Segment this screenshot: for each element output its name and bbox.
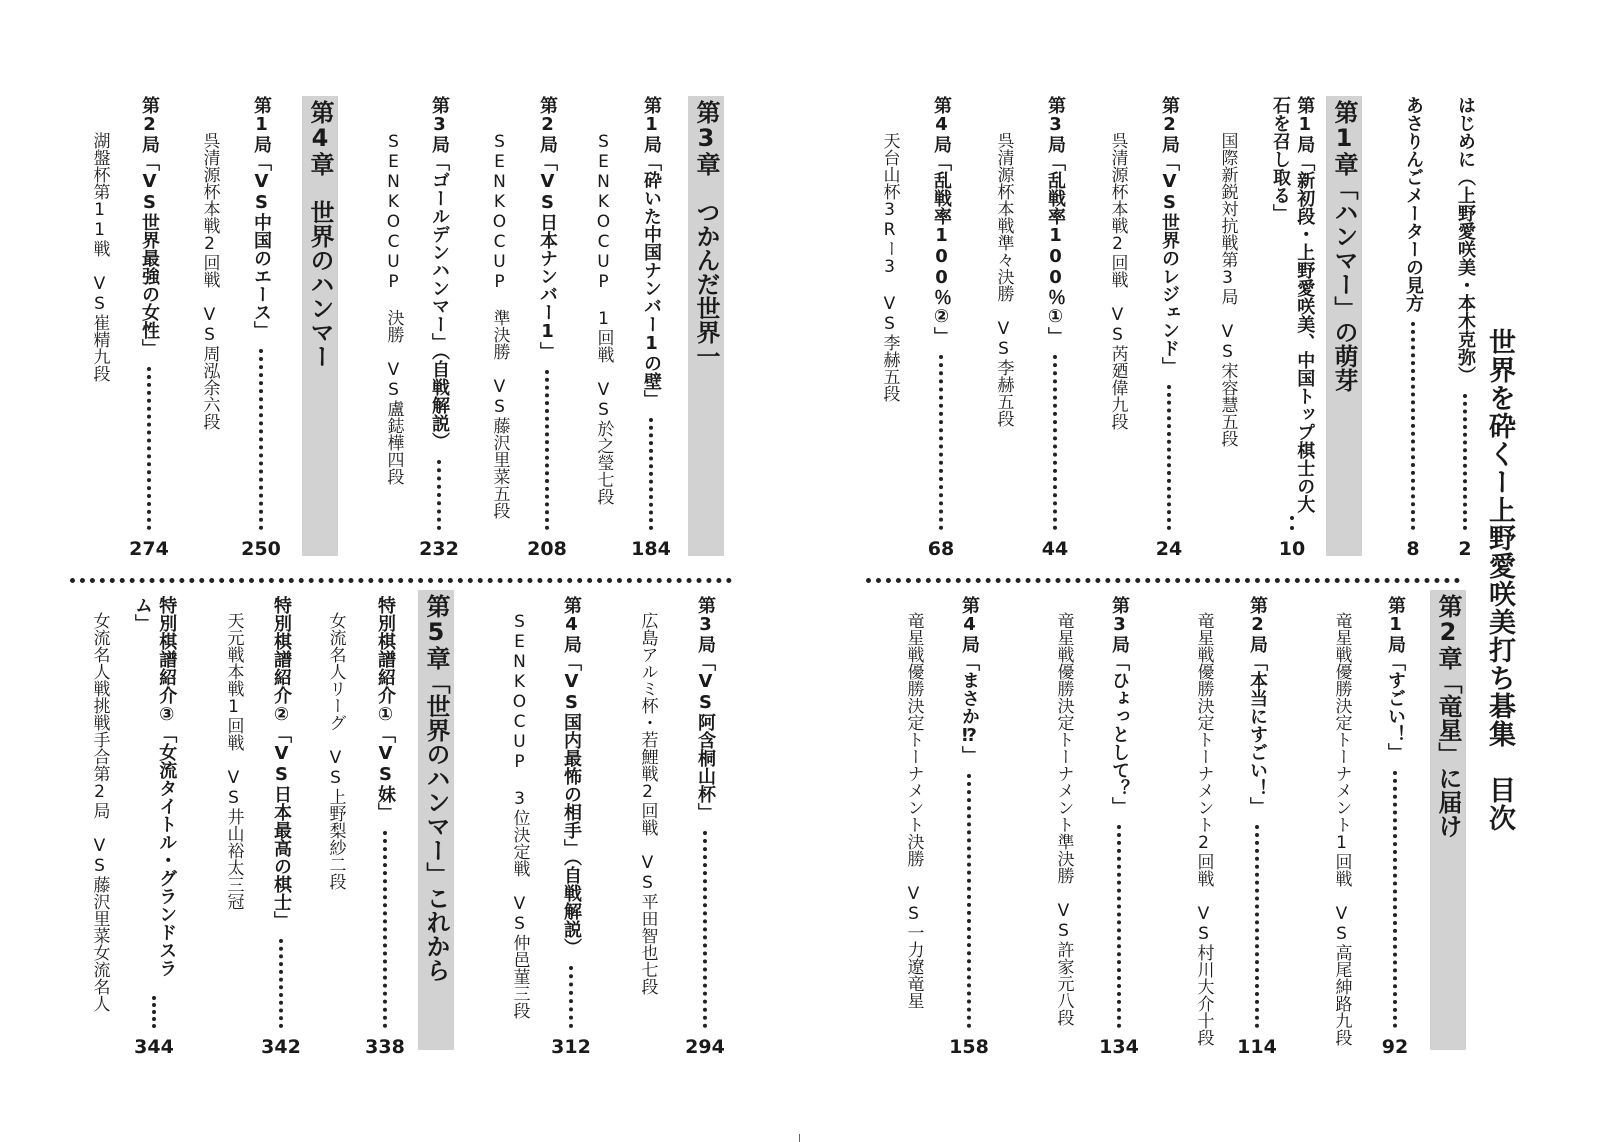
toc-ch4-game1-event-text: 呉清源杯本戦2回戦 VS周泓余六段 bbox=[199, 132, 220, 430]
toc-ch3-game2[interactable] bbox=[524, 96, 570, 560]
toc-special1-title: 特別棋譜紹介①「VS妹」 bbox=[375, 596, 396, 821]
chapter-4-label: 第4章 世界のハンマー bbox=[306, 100, 334, 368]
toc-special2-page: 342 bbox=[261, 1036, 301, 1058]
toc-ch4-game1-page: 250 bbox=[241, 538, 281, 560]
toc-ch1-game2-event bbox=[1094, 132, 1140, 532]
toc-ch1-game4-event bbox=[866, 132, 912, 532]
toc-ch4-game3-page: 294 bbox=[685, 1036, 725, 1058]
toc-ch1-game1-title: 第1局「新初段・上野愛咲美、中国トップ棋士の大石を召し取る」 bbox=[1270, 96, 1316, 513]
toc-ch1-game4-title: 第4局「乱戦率100％②」 bbox=[931, 96, 952, 345]
leader-dots bbox=[649, 418, 653, 530]
leader-dots bbox=[1117, 825, 1121, 1028]
leader-dots bbox=[545, 370, 549, 530]
toc-special3-event bbox=[76, 612, 122, 1022]
toc-ch2-game2[interactable] bbox=[1234, 596, 1280, 1058]
chapter-3-label: 第3章 つかんだ世界一 bbox=[692, 100, 720, 368]
toc-ch2-game1-title: 第1局「すごい！」 bbox=[1385, 596, 1406, 761]
leader-dots bbox=[147, 367, 151, 530]
toc-ch4-game2-page: 274 bbox=[129, 538, 169, 560]
toc-ch1-game1-event-text: 国際新鋭対抗戦第3局 VS宋容慧五段 bbox=[1217, 132, 1238, 447]
toc-ch3-game3-event bbox=[370, 132, 416, 532]
toc-ch1-game3-event bbox=[980, 132, 1026, 532]
toc-ch1-game2-page: 24 bbox=[1155, 538, 1183, 560]
leader-dots bbox=[437, 460, 441, 530]
toc-ch4-game4[interactable] bbox=[548, 596, 594, 1058]
chapter-2-heading[interactable] bbox=[1430, 590, 1466, 1050]
toc-special3-event-text: 女流名人戦挑戦手合第2局 VS藤沢里菜女流名人 bbox=[89, 612, 110, 1012]
chapter-5-heading[interactable] bbox=[418, 590, 454, 1050]
toc-ch2-game4-event-text: 竜星戦優勝決定トーナメント決勝 VS一力遼竜星 bbox=[903, 612, 924, 1009]
toc-ch3-game2-event bbox=[476, 132, 522, 532]
leader-dots bbox=[383, 831, 387, 1028]
toc-ch4-game4-title: 第4局「VS国内最怖の相手」（自戦解説） bbox=[561, 596, 582, 956]
leader-dots bbox=[1255, 825, 1259, 1028]
book-title bbox=[1486, 328, 1513, 836]
toc-ch2-game2-event bbox=[1180, 612, 1226, 1046]
toc-ch2-game4-page: 158 bbox=[949, 1036, 989, 1058]
toc-ch1-game2[interactable] bbox=[1146, 96, 1192, 560]
toc-ch2-game1-page: 92 bbox=[1381, 1036, 1409, 1058]
leader-dots bbox=[1290, 516, 1294, 530]
toc-ch4-game3-title: 第3局「VS阿含桐山杯」 bbox=[695, 596, 716, 821]
toc-special2[interactable] bbox=[258, 596, 304, 1058]
toc-ch4-game2-event-text: 湖盤杯第11戦 VS崔精九段 bbox=[89, 132, 110, 382]
toc-ch2-game2-page: 114 bbox=[1237, 1036, 1277, 1058]
toc-ch1-game3-event-text: 呉清源杯本戦準々決勝 VS李赫五段 bbox=[993, 132, 1014, 427]
chapter-5-label: 第5章「世界のハンマー」これから bbox=[422, 594, 450, 982]
toc-ch2-game3-title: 第3局「ひょっとして？」 bbox=[1109, 596, 1130, 815]
toc-ch4-game1-title: 第1局「VS中国のエース」 bbox=[251, 96, 272, 339]
toc-ch4-game1[interactable] bbox=[238, 96, 284, 560]
chapter-4-heading[interactable] bbox=[302, 96, 338, 556]
leader-dots bbox=[1463, 394, 1467, 530]
toc-ch3-game3-page: 232 bbox=[419, 538, 459, 560]
toc-ch2-game4[interactable] bbox=[946, 596, 992, 1058]
toc-ch2-game4-title: 第4局「まさか⁉」 bbox=[959, 596, 980, 764]
chapter-2-label: 第2章「竜星」に届け bbox=[1434, 594, 1462, 838]
toc-ch4-game4-event-text: SENKOCUP 3位決定戦 VS仲邑菫三段 bbox=[509, 612, 530, 1019]
chapter-1-label: 第1章「ハンマー」の萌芽 bbox=[1330, 100, 1358, 392]
toc-intro-page: 2 bbox=[1458, 538, 1472, 560]
toc-special3-title: 特別棋譜紹介③「女流タイトル・グランドスラム」 bbox=[132, 596, 178, 977]
toc-ch3-game1-event bbox=[580, 132, 626, 532]
toc-ch1-game4-page: 68 bbox=[927, 538, 955, 560]
leader-dots bbox=[1393, 771, 1397, 1028]
leader-dots bbox=[152, 996, 156, 1028]
toc-ch1-game3-title: 第3局「乱戦率100％①」 bbox=[1045, 96, 1066, 345]
toc-ch3-game1-page: 184 bbox=[631, 538, 671, 560]
toc-ch3-game2-title: 第2局「VS日本ナンバー1」 bbox=[537, 96, 558, 360]
leader-dots bbox=[259, 349, 263, 530]
toc-meter-guide-page: 8 bbox=[1406, 538, 1420, 560]
toc-special1-event-text: 女流名人リーグ VS上野梨紗二段 bbox=[325, 612, 346, 890]
toc-special2-title: 特別棋譜紹介②「VS日本最高の棋士」 bbox=[271, 596, 292, 929]
toc-ch4-game4-event bbox=[496, 612, 542, 1019]
toc-ch3-game1-title: 第1局「砕いた中国ナンバー1の壁」 bbox=[641, 96, 662, 408]
chapter-1-heading[interactable] bbox=[1326, 96, 1362, 556]
divider-left bbox=[70, 578, 732, 583]
toc-ch3-game2-page: 208 bbox=[527, 538, 567, 560]
toc-ch3-game1-event-text: SENKOCUP 1回戦 VS於之瑩七段 bbox=[593, 132, 614, 505]
toc-ch4-game3-event-text: 広島アルミ杯・若鯉戦2回戦 VS平田智也七段 bbox=[637, 612, 658, 995]
toc-ch2-game2-event-text: 竜星戦優勝決定トーナメント2回戦 VS村川大介十段 bbox=[1193, 612, 1214, 1046]
toc-ch4-game3-event bbox=[624, 612, 670, 1012]
toc-ch2-game4-event bbox=[890, 612, 936, 1012]
toc-special1[interactable] bbox=[362, 596, 408, 1058]
toc-ch2-game3[interactable] bbox=[1096, 596, 1142, 1058]
toc-meter-guide-label: あさりんごメーターの見方 bbox=[1403, 96, 1424, 312]
toc-ch3-game1[interactable] bbox=[628, 96, 674, 560]
toc-intro[interactable] bbox=[1442, 96, 1488, 560]
toc-ch1-game4-event-text: 天台山杯3Rー3 VS李赫五段 bbox=[879, 132, 900, 402]
toc-special2-event-text: 天元戦本戦1回戦 VS井山裕太三冠 bbox=[223, 612, 244, 910]
toc-ch2-game2-title: 第2局「本当にすごい！」 bbox=[1247, 596, 1268, 815]
toc-ch4-game2[interactable] bbox=[126, 96, 172, 560]
toc-ch2-game1-event-text: 竜星戦優勝決定トーナメント1回戦 VS高尾紳路九段 bbox=[1331, 612, 1352, 1046]
toc-ch2-game3-event-text: 竜星戦優勝決定トーナメント準決勝 VS許家元八段 bbox=[1053, 612, 1074, 1026]
toc-ch1-game3[interactable] bbox=[1032, 96, 1078, 560]
leader-dots bbox=[279, 939, 283, 1028]
toc-ch1-game2-title: 第2局「VS世界のレジェンド」 bbox=[1159, 96, 1180, 375]
toc-special2-event bbox=[210, 612, 256, 1012]
toc-ch4-game2-title: 第2局「VS世界最強の女性」 bbox=[139, 96, 160, 357]
leader-dots bbox=[939, 355, 943, 530]
leader-dots bbox=[1053, 355, 1057, 530]
toc-ch2-game3-page: 134 bbox=[1099, 1036, 1139, 1058]
toc-ch3-game3-title: 第3局「ゴールデンハンマー」（自戦解説） bbox=[429, 96, 450, 450]
toc-ch3-game2-event-text: SENKOCUP 準決勝 VS藤沢里菜五段 bbox=[489, 132, 510, 519]
divider-right bbox=[866, 578, 1460, 583]
leader-dots bbox=[569, 966, 573, 1028]
toc-ch4-game3[interactable] bbox=[682, 596, 728, 1058]
leader-dots bbox=[1411, 322, 1415, 530]
toc-ch1-game1-event bbox=[1204, 132, 1250, 532]
spine-mark bbox=[799, 1134, 800, 1142]
leader-dots bbox=[1167, 385, 1171, 530]
toc-intro-label: はじめに（上野愛咲美・本木克弥） bbox=[1455, 96, 1476, 384]
toc-ch2-game1[interactable] bbox=[1372, 596, 1418, 1058]
toc-ch4-game2-event bbox=[76, 132, 122, 532]
toc-ch1-game1[interactable] bbox=[1262, 96, 1322, 560]
toc-ch2-game1-event bbox=[1318, 612, 1364, 1046]
toc-meter-guide[interactable] bbox=[1390, 96, 1436, 560]
toc-special3[interactable] bbox=[124, 596, 184, 1058]
leader-dots bbox=[703, 831, 707, 1028]
leader-dots bbox=[967, 774, 971, 1028]
chapter-3-heading[interactable] bbox=[688, 96, 724, 556]
toc-ch2-game3-event bbox=[1040, 612, 1086, 1026]
toc-ch1-game3-page: 44 bbox=[1041, 538, 1069, 560]
toc-ch1-game1-page: 10 bbox=[1278, 538, 1306, 560]
toc-special1-event bbox=[312, 612, 358, 1012]
toc-ch4-game1-event bbox=[186, 132, 232, 532]
toc-ch3-game3-event-text: SENKOCUP 決勝 VS盧鋕樺四段 bbox=[383, 132, 404, 485]
toc-ch1-game4[interactable] bbox=[918, 96, 964, 560]
book-title-text: 世界を砕くー上野愛咲美打ち碁集 目次 bbox=[1484, 328, 1515, 832]
toc-ch4-game4-page: 312 bbox=[551, 1036, 591, 1058]
toc-special1-page: 338 bbox=[365, 1036, 405, 1058]
toc-special3-page: 344 bbox=[134, 1036, 174, 1058]
toc-ch1-game2-event-text: 呉清源杯本戦2回戦 VS芮廼偉九段 bbox=[1107, 132, 1128, 430]
toc-ch3-game3[interactable] bbox=[416, 96, 462, 560]
